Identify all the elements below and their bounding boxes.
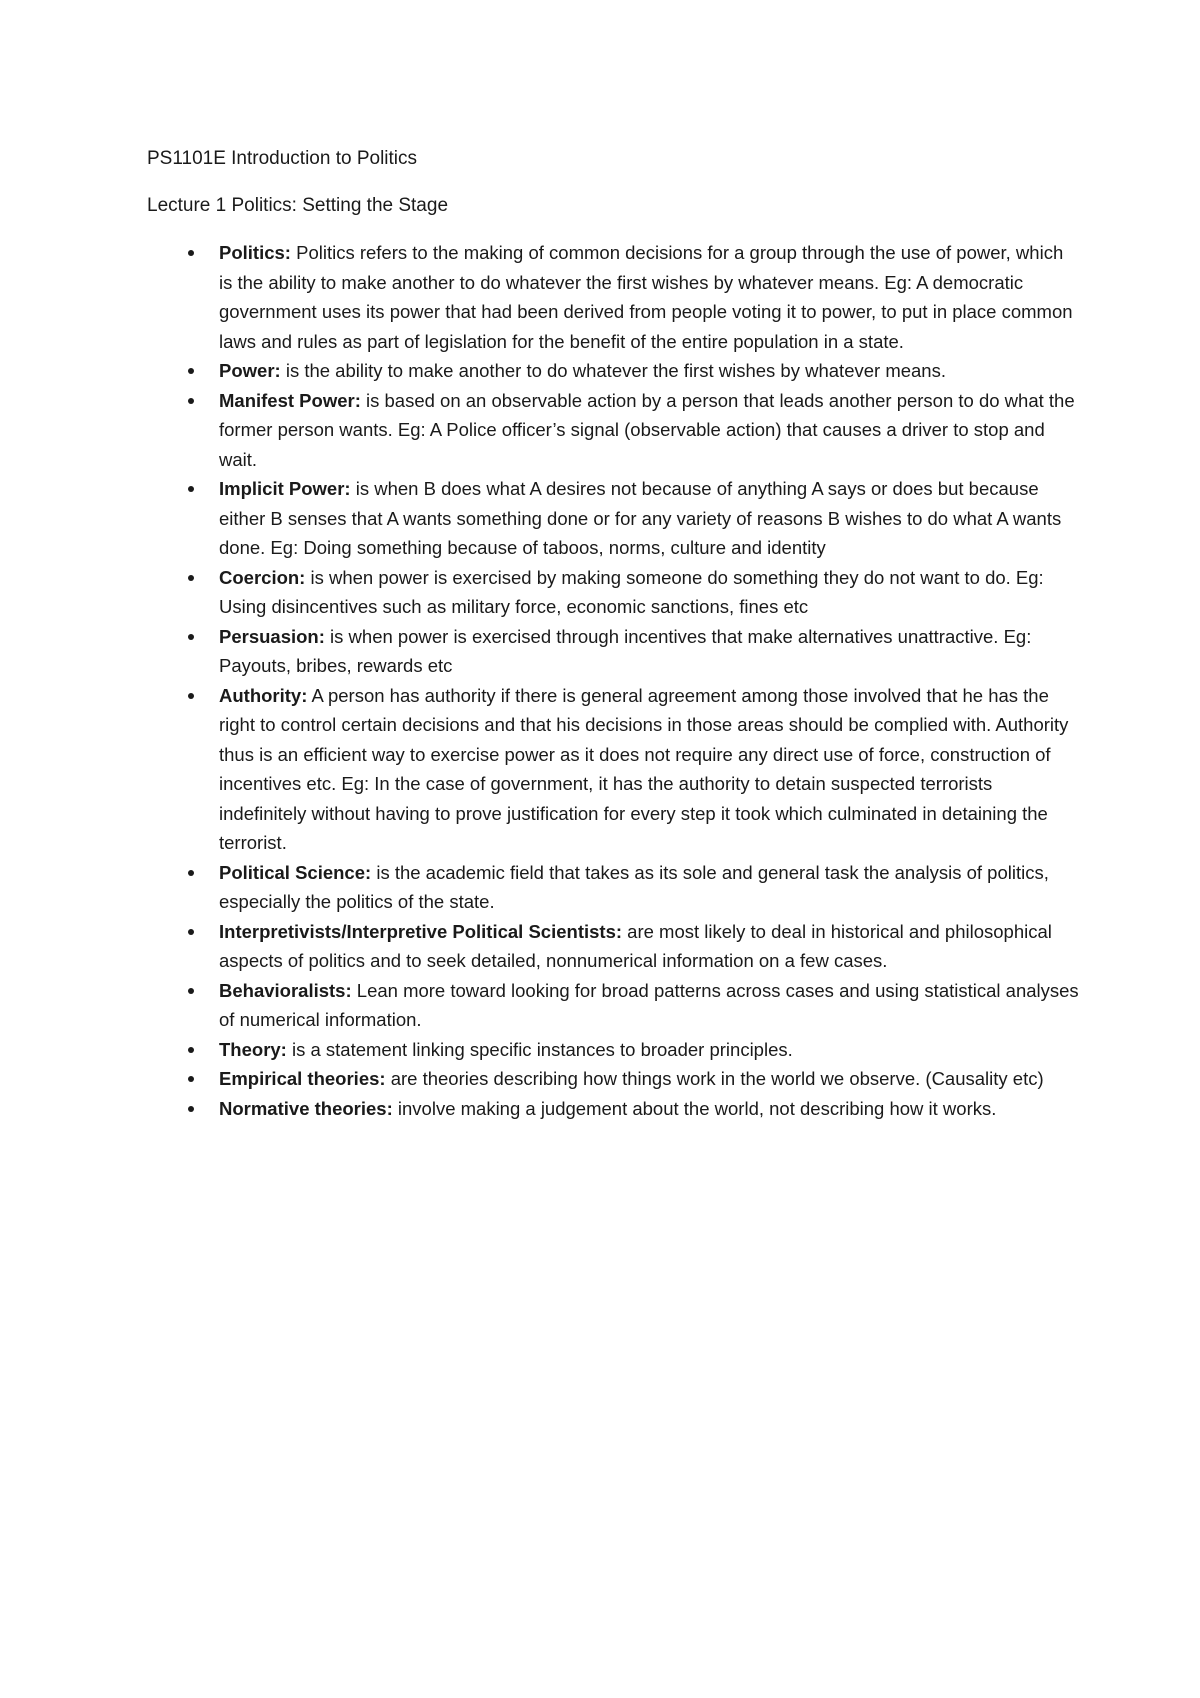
definition-text: are theories describing how things work in the world we observe. (Causality etc): [385, 1068, 1044, 1089]
definition-text: is when power is exercised through incentives that make alternatives unattractive. Eg: Payouts, bribes, rewards etc: [219, 625, 1032, 676]
definition-term: Political Science:: [219, 861, 372, 883]
definition-text: A person has authority if there is general agreement among those involved that he has the right to control certain decisions and that his decisions in those areas should be complied with. Authority thus is an efficient way to exercise power as it does not require any direct use of force, construction of incentives etc. Eg: In the case of government, it has the authority to detain suspected terrorists indefinitely without having to prove justification for every step it took which culminated in detaining the terrorist.: [219, 684, 1069, 853]
bullet-icon: [188, 1047, 194, 1053]
bullet-icon: [188, 988, 194, 994]
list-item: [219, 1094, 1079, 1124]
definition-term: Persuasion:: [219, 625, 325, 647]
definition-text: is based on an observable action by a person that leads another person to do what the former person wants. Eg: A Police officer’s signal (observable action) that causes a driver to stop and wait.: [219, 389, 1075, 470]
list-item: [219, 238, 1079, 356]
list-item: [219, 917, 1079, 976]
definition-text: Politics refers to the making of common decisions for a group through the use of power, which is the ability to make another to do whatever the first wishes by whatever means. Eg: A democratic government uses its power that had been derived from people voting it to power, to put in place common laws and rules as part of legislation for the benefit of the entire population in a state.: [219, 242, 1073, 352]
bullet-icon: [188, 1106, 194, 1112]
definition-term: Power:: [219, 360, 281, 381]
definition-text: Lean more toward looking for broad patterns across cases and using statistical analyses of numerical information.: [219, 979, 1079, 1030]
definition-text: is the academic field that takes as its sole and general task the analysis of politics, especially the politics of the state.: [219, 861, 1049, 912]
bullet-icon: [188, 870, 194, 876]
definition-term: Manifest Power:: [219, 389, 361, 411]
definition-text: involve making a judgement about the world, not describing how it works.: [392, 1097, 997, 1119]
list-item: [219, 622, 1079, 681]
bullet-icon: [188, 250, 194, 256]
definition-term: Authority:: [219, 684, 308, 706]
document-title: PS1101E Introduction to Politics: [147, 148, 418, 169]
definition-term: Empirical theories:: [219, 1068, 386, 1089]
list-item: [219, 976, 1079, 1035]
list-item: [219, 1064, 1079, 1094]
bullet-icon: [188, 486, 194, 492]
definition-term: Interpretivists/Interpretive Political Scientists:: [219, 920, 623, 942]
definition-text: are most likely to deal in historical and philosophical aspects of politics and to seek detailed, nonnumerical information on a few cases.: [219, 920, 1052, 971]
definition-term: Politics:: [219, 242, 291, 263]
definition-term: Behavioralists:: [219, 979, 352, 1001]
bullet-icon: [188, 368, 194, 374]
list-item: [219, 1035, 1079, 1065]
bullet-icon: [188, 398, 194, 404]
list-item: [219, 681, 1079, 858]
list-item: [219, 356, 1079, 386]
list-item: [219, 474, 1079, 563]
list-item: [219, 858, 1079, 917]
definition-term: Coercion:: [219, 566, 306, 588]
lecture-heading: Lecture 1 Politics: Setting the Stage: [147, 195, 449, 216]
definition-text: is a statement linking specific instances to broader principles.: [286, 1038, 793, 1060]
list-item: [219, 386, 1079, 475]
bullet-icon: [188, 634, 194, 640]
bullet-icon: [188, 929, 194, 935]
definition-term: Theory:: [219, 1038, 287, 1060]
definition-text: is when B does what A desires not because of anything A says or does but because either B senses that A wants something done or for any variety of reasons B wishes to do what A wants done. Eg: Doing something because of taboos, norms, culture and identity: [219, 478, 1062, 558]
definition-term: Implicit Power:: [219, 478, 351, 499]
bullet-icon: [188, 575, 194, 581]
list-item: [219, 563, 1079, 622]
bullet-icon: [188, 693, 194, 699]
definition-list: [219, 238, 1079, 1123]
definition-text: is when power is exercised by making someone do something they do not want to do. Eg: Using disincentives such as military force, economic sanctions, fines etc: [219, 566, 1044, 617]
definition-term: Normative theories:: [219, 1097, 393, 1119]
definition-text: is the ability to make another to do whatever the first wishes by whatever means.: [280, 360, 946, 381]
bullet-icon: [188, 1076, 194, 1082]
